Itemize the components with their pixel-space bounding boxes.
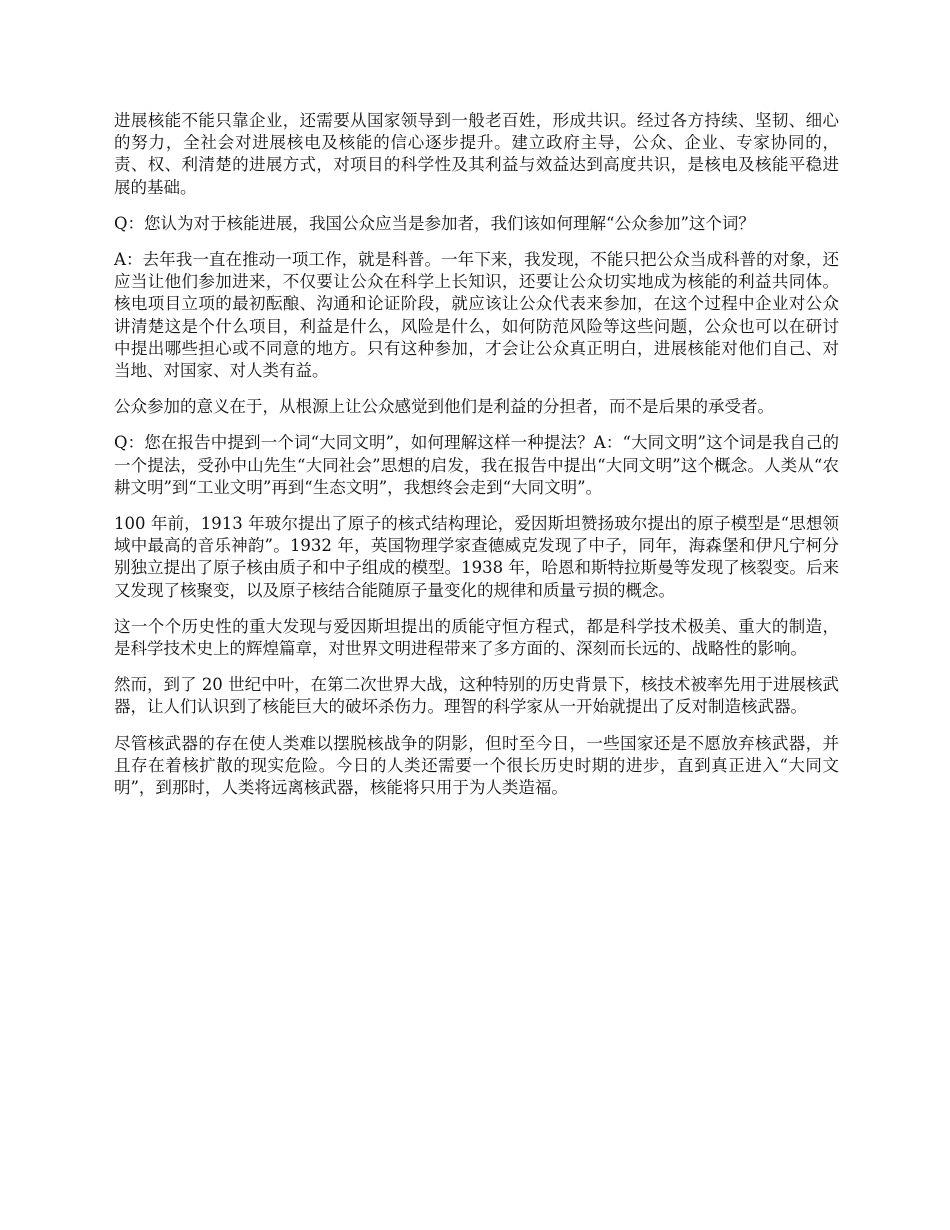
document-body <box>114 110 839 813</box>
paragraph-future-outlook: 尽管核武器的存在使人类难以摆脱核战争的阴影，但时至今日，一些国家还是不愿放弃核武器，并且存在着核扩散的现实危险。今日的人类还需要一个很长历史时期的进步，直到真正进入“大同文明”，到那时，人类将远离核武器，核能将只用于为人类造福。 <box>114 733 839 798</box>
paragraph-nuclear-weapons: 然而，到了 20 世纪中叶，在第二次世界大战，这种特别的历史背景下，核技术被率先用于进展核武器，让人们认识到了核能巨大的破坏杀伤力。理智的科学家从一开始就提出了反对制造核武器。 <box>114 675 839 717</box>
paragraph-datong-civilization: Q：您在报告中提到一个词“大同文明”，如何理解这样一种提法？A：“大同文明”这个词是我自己的一个提法，受孙中山先生“大同社会”思想的启发，我在报告中提出“大同文明”这个概念。人类从“农耕文明”到“工业文明”再到“生态文明”，我想终会走到“大同文明”。 <box>114 433 839 497</box>
paragraph-nuclear-history: 100 年前，1913 年玻尔提出了原子的核式结构理论，爱因斯坦赞扬玻尔提出的原子模型是“思想领域中最高的音乐神韵”。1932 年，英国物理学家查德威克发现了中子，同年，海森堡和伊凡宁柯分别独立提出了原子核由质子和中子组成的模型。1938 年，哈恩和斯特拉斯曼等发现了核裂变。后来又发现了核聚变，以及原子核结合能随原子量变化的规律和质量亏损的概念。 <box>114 514 839 600</box>
paragraph-participation-meaning: 公众参加的意义在于，从根源上让公众感觉到他们是利益的分担者，而不是后果的承受者。 <box>114 397 774 417</box>
paragraph-question-public-participation: Q：您认为对于核能进展，我国公众应当是参加者，我们该如何理解“公众参加”这个词？ <box>114 213 755 233</box>
paragraph-scientific-discoveries: 这一个个历史性的重大发现与爱因斯坦提出的质能守恒方程式，都是科学技术极美、重大的制造，是科学技术史上的辉煌篇章，对世界文明进程带来了多方面的、深刻而长远的、战略性的影响。 <box>114 616 839 659</box>
paragraph-consensus: 进展核能不能只靠企业，还需要从国家领导到一般老百姓，形成共识。经过各方持续、坚韧、细心的努力，全社会对进展核电及核能的信心逐步提升。建立政府主导，公众、企业、专家协同的，责、权、利清楚的进展方式，对项目的科学性及其利益与效益达到高度共识，是核电及核能平稳进展的基础。 <box>114 111 839 197</box>
paragraph-answer-public-participation: A：去年我一直在推动一项工作，就是科普。一年下来，我发现，不能只把公众当成科普的对象，还应当让他们参加进来，不仅要让公众在科学上长知识，还要让公众切实地成为核能的利益共同体。核电项目立项的最初酝酿、沟通和论证阶段，就应该让公众代表来参加，在这个过程中企业对公众讲清楚这是个什么项目，利益是什么，风险是什么，如何防范风险等这些问题，公众也可以在研讨中提出哪些担心或不同意的地方。只有这种参加，才会让公众真正明白，进展核能对他们自己、对当地、对国家、对人类有益。 <box>114 250 839 381</box>
